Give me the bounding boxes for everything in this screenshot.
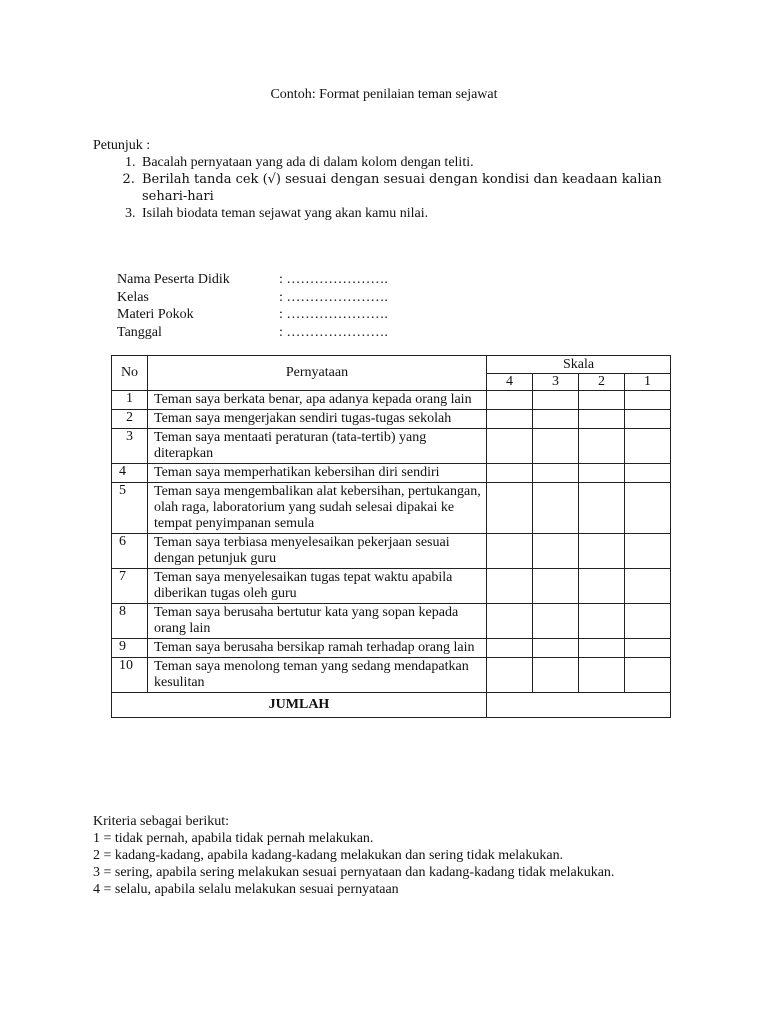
row-statement: Teman saya berkata benar, apa adanya kepada orang lain [148, 391, 487, 410]
scale-cell-4[interactable] [487, 429, 533, 464]
biodata-row [117, 271, 439, 289]
total-value-cell[interactable] [487, 693, 671, 718]
header-scale-3: 3 [533, 374, 579, 391]
scale-cell-1[interactable] [625, 639, 671, 658]
biodata-value: : …………………. [279, 324, 388, 340]
scale-cell-4[interactable] [487, 410, 533, 429]
scale-cell-2[interactable] [579, 464, 625, 483]
scale-cell-1[interactable] [625, 604, 671, 639]
header-scale: Skala [487, 356, 671, 374]
scale-cell-2[interactable] [579, 534, 625, 569]
scale-cell-3[interactable] [533, 604, 579, 639]
criteria-item: 3 = sering, apabila sering melakukan sesuai pernyataan dan kadang-kadang tidak melakukan. [93, 865, 615, 880]
total-row [112, 693, 671, 718]
scale-cell-1[interactable] [625, 391, 671, 410]
criteria-heading: Kriteria sebagai berikut: [93, 814, 230, 829]
biodata-row [117, 289, 439, 307]
row-number: 6 [112, 534, 148, 569]
row-statement: Teman saya berusaha bersikap ramah terhadap orang lain [148, 639, 487, 658]
scale-cell-2[interactable] [579, 429, 625, 464]
biodata-label: Tanggal [117, 324, 162, 340]
row-statement: Teman saya terbiasa menyelesaikan pekerjaan sesuai dengan petunjuk guru [148, 534, 487, 569]
scale-cell-4[interactable] [487, 391, 533, 410]
biodata-value: : …………………. [279, 307, 388, 322]
biodata-label: Nama Peserta Didik [117, 272, 230, 287]
scale-cell-1[interactable] [625, 658, 671, 693]
scale-cell-4[interactable] [487, 658, 533, 693]
scale-cell-3[interactable] [533, 483, 579, 534]
criteria-item: 4 = selalu, apabila selalu melakukan sesuai pernyataan [93, 882, 399, 897]
row-number: 9 [112, 639, 148, 658]
scale-cell-4[interactable] [487, 639, 533, 658]
scale-cell-3[interactable] [533, 658, 579, 693]
biodata-value: : …………………. [279, 272, 388, 287]
scale-cell-1[interactable] [625, 534, 671, 569]
header-scale-4: 4 [487, 374, 533, 391]
scale-cell-2[interactable] [579, 604, 625, 639]
biodata-row [117, 306, 439, 324]
row-number: 8 [112, 604, 148, 639]
page-title: Contoh: Format penilaian teman sejawat [270, 87, 498, 102]
scale-cell-2[interactable] [579, 639, 625, 658]
scale-cell-3[interactable] [533, 464, 579, 483]
table-row [112, 410, 671, 429]
scale-cell-2[interactable] [579, 410, 625, 429]
row-statement: Teman saya memperhatikan kebersihan diri sendiri [148, 464, 487, 483]
row-number: 4 [112, 464, 148, 483]
instruction-item: 3. Isilah biodata teman sejawat yang akan kamu nilai. [139, 205, 693, 222]
table-row [112, 639, 671, 658]
assessment-table [111, 355, 671, 718]
criteria-item: 2 = kadang-kadang, apabila kadang-kadang melakukan dan sering tidak melakukan. [93, 848, 564, 863]
scale-cell-3[interactable] [533, 391, 579, 410]
scale-cell-2[interactable] [579, 483, 625, 534]
row-statement: Teman saya berusaha bertutur kata yang sopan kepada orang lain [148, 604, 487, 639]
table-row [112, 483, 671, 534]
row-statement: Teman saya mengembalikan alat kebersihan, pertukangan, olah raga, laboratorium yang sudah selesai dipakai ke tempat penyimpanan semula [148, 483, 487, 534]
criteria-section [93, 813, 614, 898]
header-statement: Pernyataan [148, 356, 487, 391]
scale-cell-4[interactable] [487, 569, 533, 604]
row-statement: Teman saya menyelesaikan tugas tepat waktu apabila diberikan tugas oleh guru [148, 569, 487, 604]
biodata-label: Kelas [117, 289, 149, 305]
scale-cell-1[interactable] [625, 464, 671, 483]
scale-cell-1[interactable] [625, 429, 671, 464]
scale-cell-4[interactable] [487, 464, 533, 483]
table-row [112, 429, 671, 464]
table-row [112, 391, 671, 410]
scale-cell-2[interactable] [579, 658, 625, 693]
instructions-heading: Petunjuk : [93, 138, 151, 153]
scale-cell-4[interactable] [487, 483, 533, 534]
biodata-section [117, 271, 439, 341]
header-scale-2: 2 [579, 374, 625, 391]
header-scale-1: 1 [625, 374, 671, 391]
row-number: 1 [112, 391, 148, 410]
scale-cell-1[interactable] [625, 569, 671, 604]
scale-cell-3[interactable] [533, 534, 579, 569]
row-number: 3 [112, 429, 148, 464]
table-row [112, 464, 671, 483]
row-number: 5 [112, 483, 148, 534]
scale-cell-1[interactable] [625, 483, 671, 534]
row-number: 10 [112, 658, 148, 693]
scale-cell-3[interactable] [533, 639, 579, 658]
table-row [112, 604, 671, 639]
row-number: 2 [112, 410, 148, 429]
row-number: 7 [112, 569, 148, 604]
row-statement: Teman saya mengerjakan sendiri tugas-tugas sekolah [148, 410, 487, 429]
total-label: JUMLAH [112, 693, 487, 718]
table-row [112, 569, 671, 604]
scale-cell-2[interactable] [579, 569, 625, 604]
header-no: No [112, 356, 148, 391]
scale-cell-4[interactable] [487, 534, 533, 569]
scale-cell-3[interactable] [533, 410, 579, 429]
instruction-item: 2. Berilah tanda cek (√) sesuai dengan sesuai dengan kondisi dan keadaan kalian sehari-hari [139, 171, 693, 205]
biodata-row [117, 324, 439, 342]
table-row [112, 534, 671, 569]
biodata-label: Materi Pokok [117, 307, 194, 322]
row-statement: Teman saya menolong teman yang sedang mendapatkan kesulitan [148, 658, 487, 693]
table-row [112, 658, 671, 693]
criteria-item: 1 = tidak pernah, apabila tidak pernah melakukan. [93, 831, 374, 846]
scale-cell-1[interactable] [625, 410, 671, 429]
scale-cell-2[interactable] [579, 391, 625, 410]
instruction-item: 1. Bacalah pernyataan yang ada di dalam kolom dengan teliti. [139, 154, 693, 171]
instructions-section [93, 137, 693, 222]
scale-cell-3[interactable] [533, 569, 579, 604]
instructions-list [93, 154, 693, 222]
biodata-value: : …………………. [279, 289, 388, 305]
row-statement: Teman saya mentaati peraturan (tata-tertib) yang diterapkan [148, 429, 487, 464]
scale-cell-3[interactable] [533, 429, 579, 464]
scale-cell-4[interactable] [487, 604, 533, 639]
